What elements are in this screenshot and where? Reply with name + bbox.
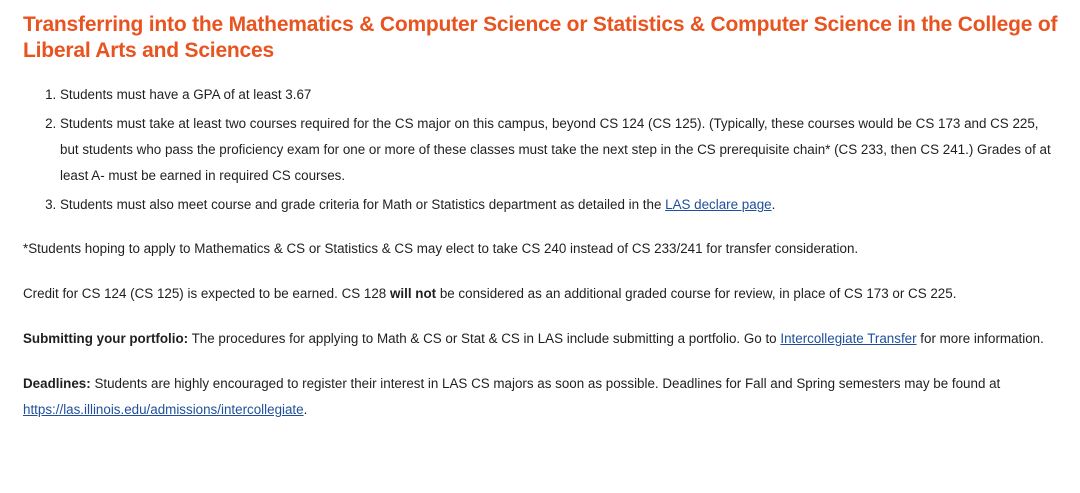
portfolio-text-before: The procedures for applying to Math & CS or Stat & CS in LAS include submitting a portfolio. Go to: [188, 331, 781, 346]
requirement-math-stats: [60, 192, 1058, 218]
intercollegiate-transfer-link[interactable]: Intercollegiate Transfer: [780, 331, 917, 346]
portfolio-paragraph: [23, 326, 1058, 352]
credit-paragraph: [23, 281, 1058, 307]
page-title: Transferring into the Mathematics & Computer Science or Statistics & Computer Science in the College of Liberal Arts and Sciences: [23, 13, 1058, 62]
credit-text-before: Credit for CS 124 (CS 125) is expected to be earned. CS 128: [23, 286, 390, 301]
portfolio-label: Submitting your portfolio:: [23, 331, 189, 346]
deadlines-text: Students are highly encouraged to register their interest in LAS CS majors as soon as possible. Deadlines for Fall and Spring semesters may be found at: [90, 376, 1001, 391]
requirement-cs-courses-text: Students must take at least two courses required for the CS major on this campus, beyond CS 124 (CS 125). (Typically, these courses would be CS 173 and CS 225, but students who pass the proficiency exam for one or more of these classes must take the next step in the CS prerequisite chain* (CS 233, then CS 241.) Grades of at least A- must be earned in required CS courses.: [60, 116, 1051, 183]
requirement-math-stats-end: .: [771, 197, 776, 212]
credit-emphasis: will not: [389, 286, 437, 301]
requirement-cs-courses: [60, 111, 1058, 189]
deadlines-label: Deadlines:: [23, 376, 91, 391]
footnote-text: *Students hoping to apply to Mathematics & CS or Statistics & CS may elect to take CS 240 instead of CS 233/241 for transfer consideration.: [23, 241, 859, 256]
requirement-math-stats-text: Students must also meet course and grade criteria for Math or Statistics department as detailed in the: [60, 197, 666, 212]
requirement-gpa: [60, 82, 1058, 108]
requirements-list: [23, 82, 1058, 218]
deadlines-paragraph: [23, 371, 1058, 423]
portfolio-text-after: for more information.: [916, 331, 1044, 346]
credit-text-after: be considered as an additional graded course for review, in place of CS 173 or CS 225.: [436, 286, 957, 301]
las-declare-page-link[interactable]: LAS declare page: [665, 197, 772, 212]
deadlines-text-after: .: [303, 402, 308, 417]
footnote-paragraph: [23, 236, 1058, 262]
las-intercollegiate-url-link[interactable]: https://las.illinois.edu/admissions/intercollegiate: [23, 402, 304, 417]
requirement-gpa-text: Students must have a GPA of at least 3.67: [60, 87, 312, 102]
